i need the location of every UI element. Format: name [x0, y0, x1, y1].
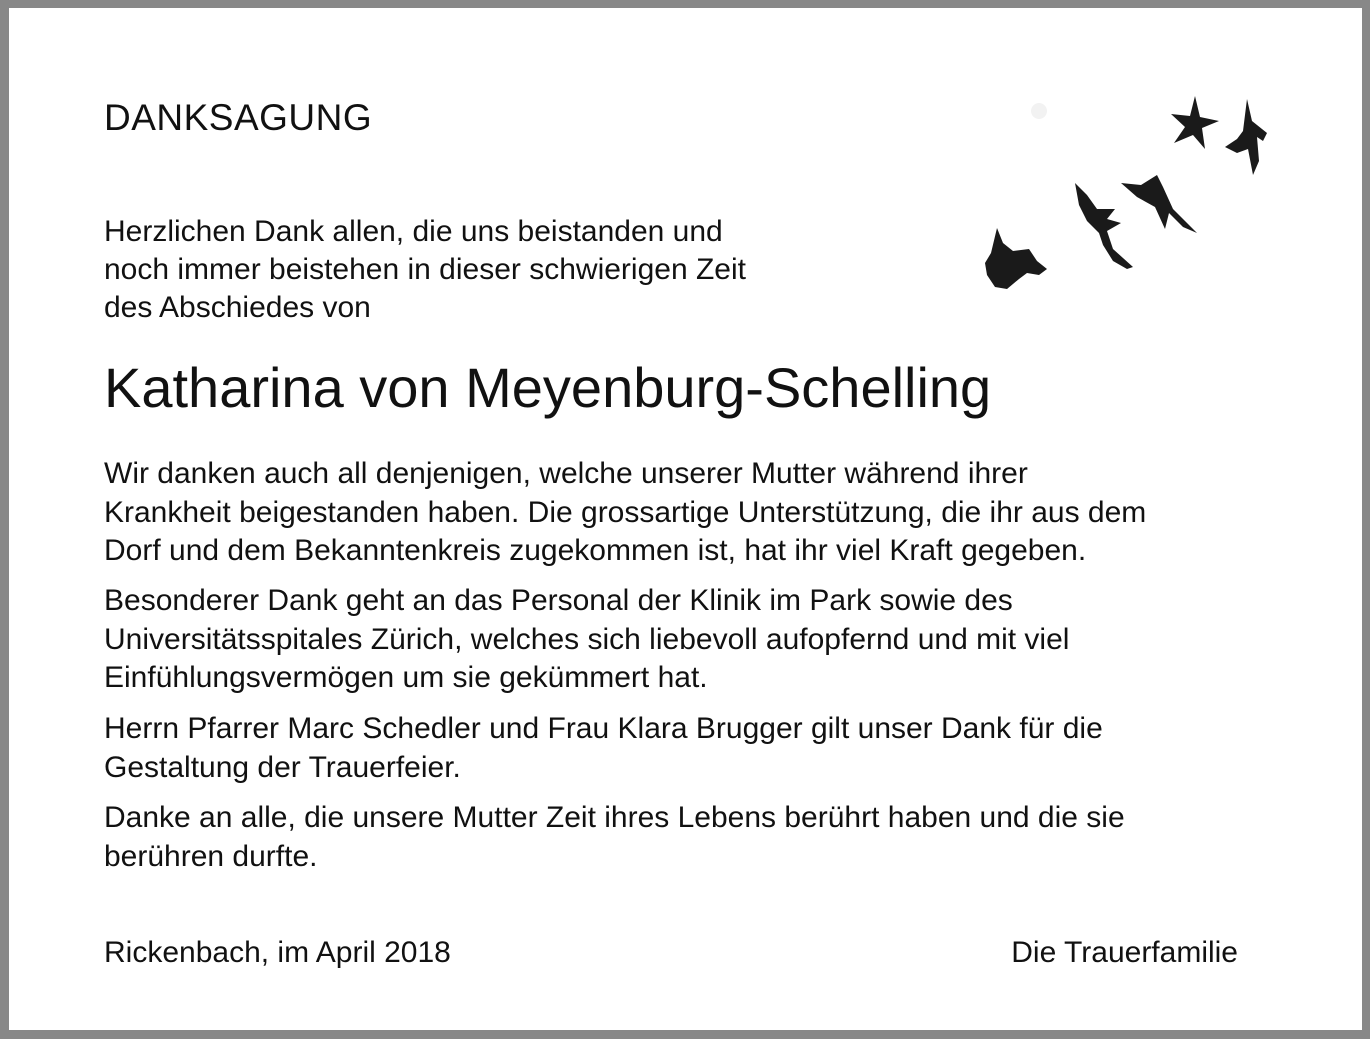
bird-silhouette: [1225, 99, 1267, 175]
paragraph-line: berühren durfte.: [104, 839, 318, 873]
thanks-paragraph: [104, 582, 1069, 698]
bird-silhouette: [1121, 175, 1197, 233]
deceased-name: Katharina von Meyenburg-Schelling: [104, 356, 992, 419]
bird-silhouette: [1171, 96, 1219, 149]
intro-line: des Abschiedes von: [104, 291, 371, 324]
paragraph-line: Krankheit beigestanden haben. Die grossartige Unterstützung, die ihr aus dem: [104, 495, 1147, 529]
thanks-paragraph: [104, 710, 1103, 787]
intro-line: noch immer beistehen in dieser schwierigen Zeit: [104, 253, 746, 286]
paragraph-line: Einfühlungsvermögen um sie gekümmert hat.: [104, 661, 708, 694]
signature: Die Trauerfamilie: [1011, 936, 1238, 969]
flying-birds-icon: [969, 83, 1279, 303]
place-date: Rickenbach, im April 2018: [104, 936, 451, 969]
paragraph-line: Herrn Pfarrer Marc Schedler und Frau Klara Brugger gilt unser Dank für die: [104, 712, 1103, 745]
paragraph-line: Besonderer Dank geht an das Personal der Klinik im Park sowie des: [104, 584, 1013, 617]
thanks-paragraph: [104, 455, 1146, 571]
notice-heading: DANKSAGUNG: [104, 97, 373, 138]
paragraph-line: Wir danken auch all denjenigen, welche unserer Mutter während ihrer: [104, 457, 1028, 490]
bird-silhouette: [985, 228, 1047, 289]
paragraph-line: Danke an alle, die unsere Mutter Zeit ihres Lebens berührt haben und die sie: [104, 801, 1125, 834]
intro-line: Herzlichen Dank allen, die uns beistanden und: [104, 215, 723, 248]
paragraph-line: Universitätsspitales Zürich, welches sich liebevoll aufopfernd und mit viel: [104, 622, 1070, 656]
intro-text: [104, 213, 746, 327]
bird-silhouette: [1075, 183, 1133, 269]
thanks-paragraph: [104, 799, 1125, 876]
paragraph-line: Dorf und dem Bekanntenkreis zugekommen ist, hat ihr viel Kraft gegeben.: [104, 534, 1087, 567]
paragraph-line: Gestaltung der Trauerfeier.: [104, 750, 461, 784]
